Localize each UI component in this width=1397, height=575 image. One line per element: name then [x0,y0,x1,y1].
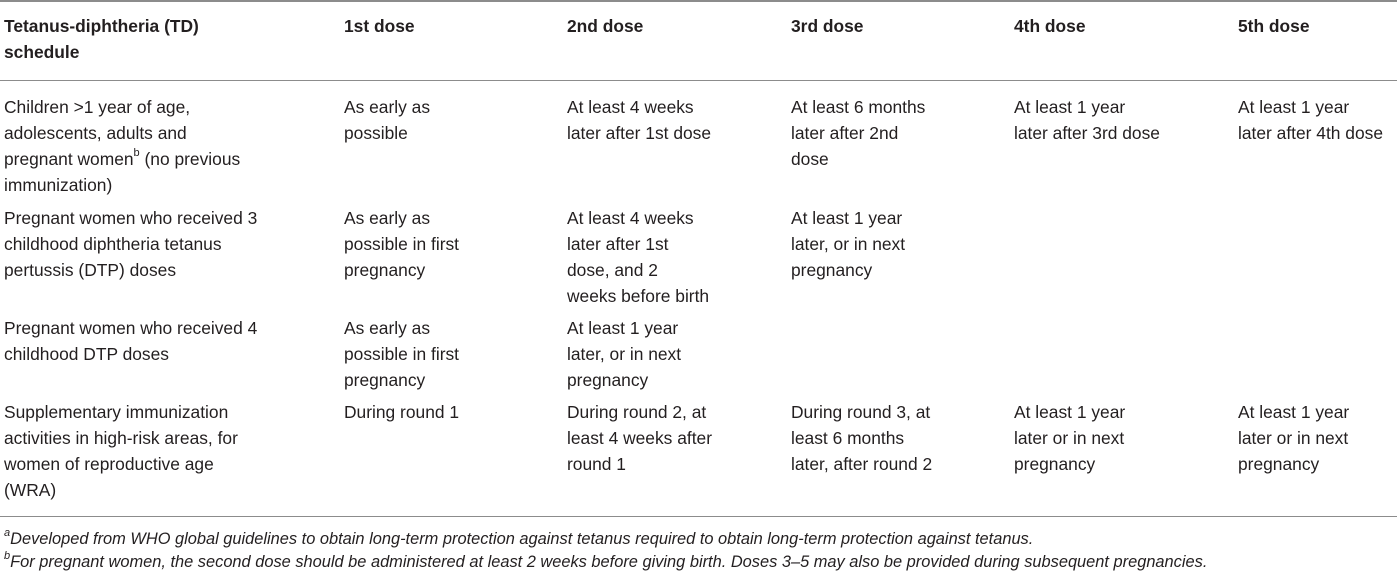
row-1-group-text-cont: (no previous immunization) [4,149,241,195]
footnote-a-mark: a [4,526,11,539]
row-1-dose-4: At least 1 year later after 3rd dose [1014,97,1160,143]
header-dose-5: 5th dose [1238,16,1310,36]
footnote-b-text: For pregnant women, the second dose should be administered at least 2 weeks before giving birth. Doses 3–5 may also be provided during subsequent pregnancies. [10,553,1208,571]
table-top-rule [0,0,1397,2]
footnote-mark-b: b [133,147,140,160]
header-dose-2: 2nd dose [567,16,644,36]
row-4-dose-5: At least 1 year later or in next pregnancy [1238,402,1350,474]
row-3-dose-1: As early as possible in first pregnancy [344,318,460,390]
row-1-group [4,94,304,198]
row-4-group: Supplementary immunization activities in high-risk areas, for women of reproductive age (WRA) [4,402,238,500]
row-2-dose-1: As early as possible in first pregnancy [344,208,460,280]
header-schedule: Tetanus-diphtheria (TD) schedule [4,16,199,62]
row-1-group-text: Children >1 year of age, adolescents, adults and pregnant women [4,97,191,169]
row-4-dose-1: During round 1 [344,402,460,422]
row-2-group: Pregnant women who received 3 childhood diphtheria tetanus pertussis (DTP) doses [4,208,258,280]
header-dose-4: 4th dose [1014,16,1086,36]
row-1-dose-2: At least 4 weeks later after 1st dose [567,97,712,143]
row-1-dose-3: At least 6 months later after 2nd dose [791,97,926,169]
table-header-rule [0,80,1397,81]
footnote-a [4,528,1033,550]
header-dose-3: 3rd dose [791,16,864,36]
header-dose-1: 1st dose [344,16,415,36]
row-4-dose-4: At least 1 year later or in next pregnancy [1014,402,1126,474]
row-4-dose-3: During round 3, at least 6 months later, after round 2 [791,402,933,474]
row-2-dose-3: At least 1 year later, or in next pregnancy [791,208,906,280]
row-2-dose-2: At least 4 weeks later after 1st dose, and 2 weeks before birth [567,208,710,306]
table-bottom-rule [0,516,1397,517]
row-4-dose-2: During round 2, at least 4 weeks after round 1 [567,402,712,474]
row-1-dose-5: At least 1 year later after 4th dose [1238,97,1384,143]
row-1-dose-1: As early as possible [344,97,431,143]
footnote-a-text: Developed from WHO global guidelines to obtain long-term protection against tetanus required to obtain long-term protection against tetanus. [10,530,1034,548]
row-3-group: Pregnant women who received 4 childhood DTP doses [4,318,258,364]
footnote-b [4,551,1207,573]
row-3-dose-2: At least 1 year later, or in next pregnancy [567,318,682,390]
footnote-b-mark: b [4,549,11,562]
